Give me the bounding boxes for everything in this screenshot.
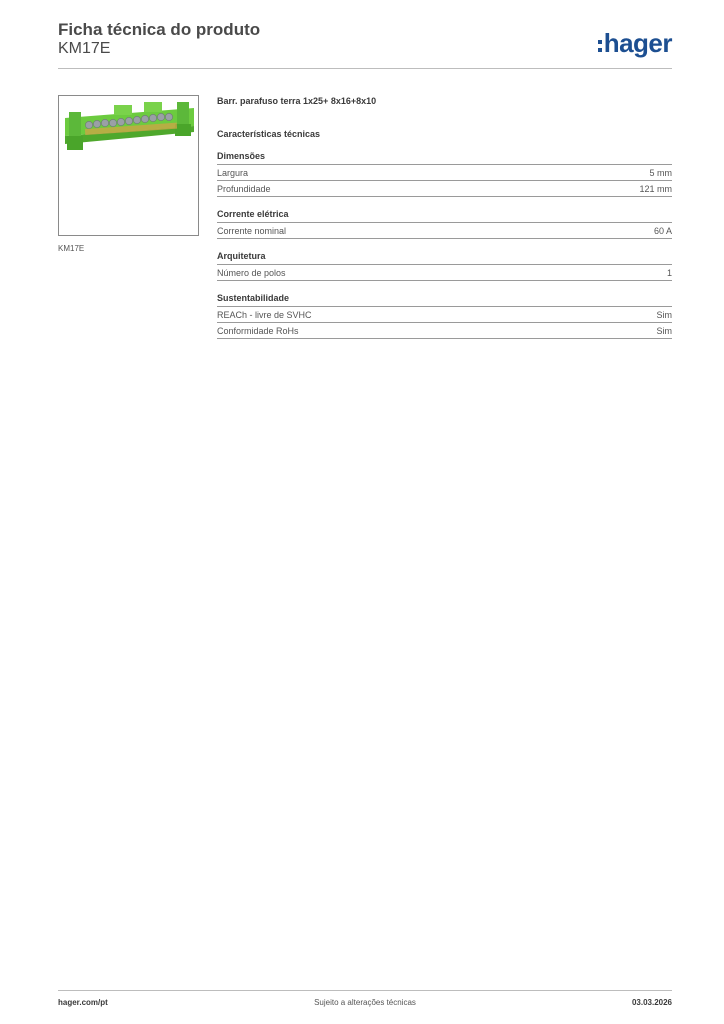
logo-colon-icon	[598, 40, 602, 52]
product-image	[58, 95, 199, 236]
spec-label: Corrente nominal	[217, 226, 287, 236]
footer-divider	[58, 990, 672, 991]
spec-label: Número de polos	[217, 268, 286, 278]
spec-value: Sim	[656, 326, 672, 336]
spec-label: Conformidade RoHs	[217, 326, 299, 336]
spec-value: Sim	[656, 310, 672, 320]
group-title: Corrente elétrica	[217, 209, 672, 223]
group-architecture	[217, 251, 672, 281]
footer-website-link[interactable]: hager.com/pt	[58, 998, 108, 1007]
spec-label: REACh - livre de SVHC	[217, 310, 312, 320]
hager-logo[interactable]	[598, 28, 672, 59]
spec-row	[217, 181, 672, 197]
group-title: Sustentabilidade	[217, 293, 672, 307]
spec-label: Profundidade	[217, 184, 271, 194]
footer-disclaimer: Sujeito a alterações técnicas	[314, 998, 416, 1007]
spec-value: 5 mm	[649, 168, 672, 178]
group-title: Dimensões	[217, 151, 672, 165]
spec-row	[217, 265, 672, 281]
group-electrical-current	[217, 209, 672, 239]
characteristics-title: Características técnicas	[217, 129, 321, 139]
spec-row	[217, 223, 672, 239]
logo-text: hager	[603, 28, 672, 58]
group-sustainability	[217, 293, 672, 339]
spec-label: Largura	[217, 168, 249, 178]
header-divider	[58, 68, 672, 69]
product-code: KM17E	[58, 40, 111, 57]
image-caption: KM17E	[58, 244, 85, 253]
spec-value: 60 A	[653, 226, 672, 236]
header-title: Ficha técnica do produto	[58, 20, 261, 39]
product-name: Barr. parafuso terra 1x25+ 8x16+8x10	[217, 96, 377, 106]
group-dimensions	[217, 151, 672, 197]
footer-date: 03.03.2026	[631, 998, 672, 1007]
spec-value: 121 mm	[639, 184, 672, 194]
spec-value: 1	[666, 268, 672, 278]
spec-row	[217, 307, 672, 323]
spec-row	[217, 165, 672, 181]
group-title: Arquitetura	[217, 251, 672, 265]
spec-row	[217, 323, 672, 339]
spec-content	[217, 96, 672, 339]
earth-bar-icon	[59, 96, 200, 237]
